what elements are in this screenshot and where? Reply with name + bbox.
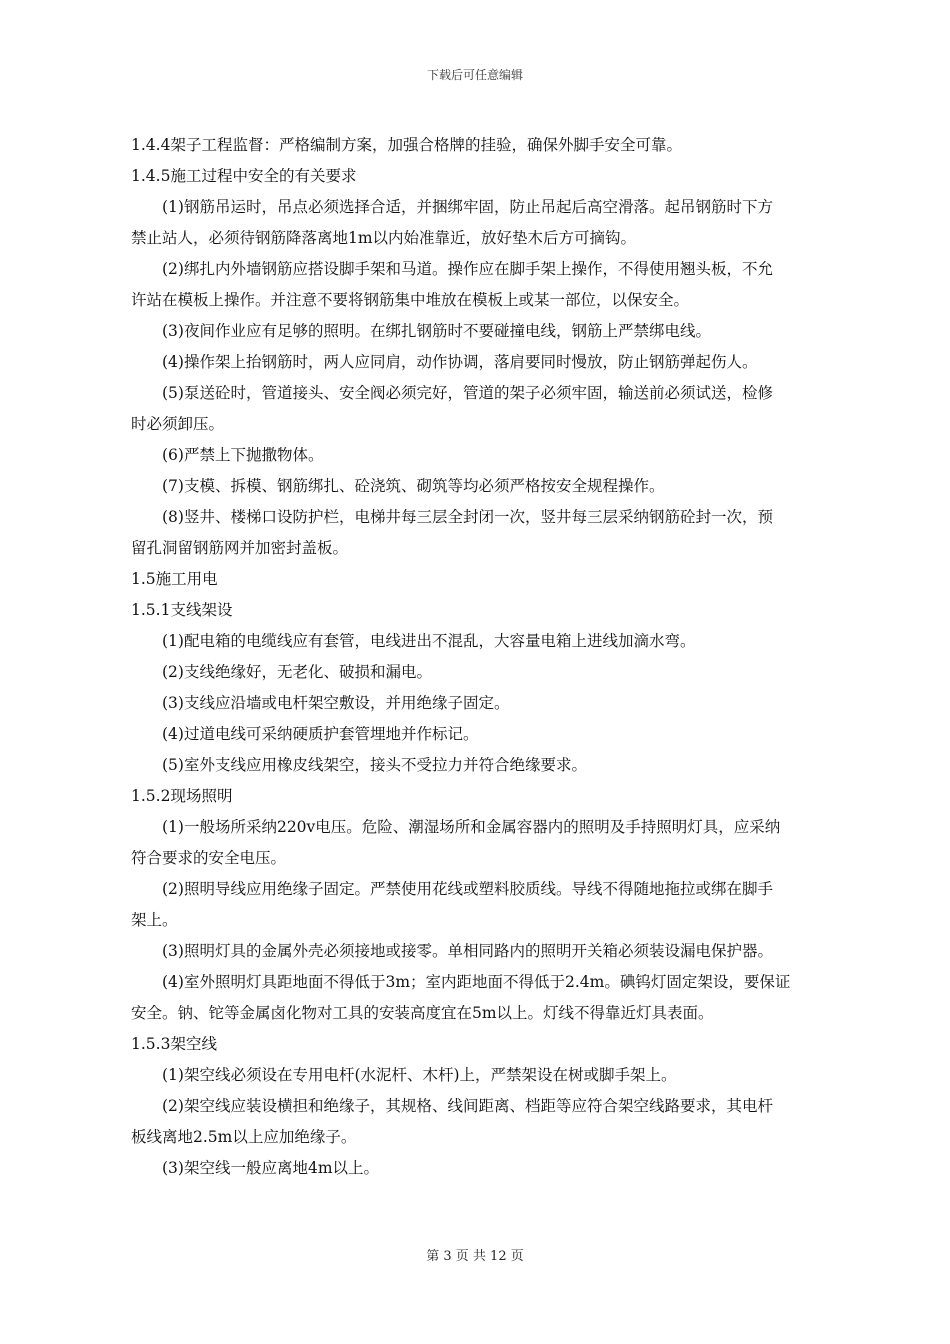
text-line: 1.5.1支线架设 [131, 601, 233, 619]
text-line: 许站在模板上操作。并注意不要将钢筋集中堆放在模板上或某一部位，以保安全。 [131, 291, 690, 309]
text-line: (4)室外照明灯具距地面不得低于3m；室内距地面不得低于2.4m。碘钨灯固定架设，要保证 [162, 973, 791, 991]
text-line: (3)支线应沿墙或电杆架空敷设，并用绝缘子固定。 [162, 694, 510, 712]
text-line: 1.5.3架空线 [131, 1035, 217, 1053]
text-line: (4)操作架上抬钢筋时，两人应同肩，动作协调，落肩要同时慢放，防止钢筋弹起伤人。 [162, 353, 758, 371]
text-line: 1.5施工用电 [131, 570, 218, 588]
text-line: (3)照明灯具的金属外壳必须接地或接零。单相同路内的照明开关箱必须装设漏电保护器。 [162, 942, 773, 960]
text-line: (2)照明导线应用绝缘子固定。严禁使用花线或塑料胶质线。导线不得随地拖拉或绑在脚手 [162, 880, 773, 898]
text-line: 1.4.4架子工程监督：严格编制方案，加强合格牌的挂验，确保外脚手安全可靠。 [131, 136, 682, 154]
page-header: 下载后可任意编辑 [426, 68, 523, 82]
page-footer: 第 3 页 共 12 页 [426, 1249, 524, 1264]
text-line: (7)支模、拆模、钢筋绑扎、砼浇筑、砌筑等均必须严格按安全规程操作。 [162, 477, 665, 495]
text-line: 1.5.2现场照明 [131, 787, 233, 805]
text-line: (3)架空线一般应离地4m以上。 [162, 1159, 380, 1177]
text-line: 安全。钠、铊等金属卤化物对工具的安装高度宜在5m以上。灯线不得靠近灯具表面。 [131, 1004, 714, 1022]
text-line: (6)严禁上下抛撒物体。 [162, 446, 324, 464]
text-line: (1)钢筋吊运时，吊点必须选择合适，并捆绑牢固，防止吊起后高空滑落。起吊钢筋时下方 [162, 198, 773, 216]
text-line: (2)绑扎内外墙钢筋应搭设脚手架和马道。操作应在脚手架上操作，不得使用翘头板，不允 [162, 260, 773, 278]
text-line: (4)过道电线可采纳硬质护套管埋地并作标记。 [162, 725, 479, 743]
text-line: 1.4.5施工过程中安全的有关要求 [131, 167, 357, 185]
text-line: (5)室外支线应用橡皮线架空，接头不受拉力并符合绝缘要求。 [162, 756, 587, 774]
text-line: (2)架空线应装设横担和绝缘子，其规格、线间距离、档距等应符合架空线路要求，其电杆 [162, 1097, 773, 1115]
text-line: 符合要求的安全电压。 [131, 849, 287, 867]
text-line: (5)泵送砼时，管道接头、安全阀必须完好，管道的架子必须牢固，输送前必须试送，检修 [162, 384, 773, 402]
text-line: (8)竖井、楼梯口设防护栏，电梯井每三层全封闭一次，竖井每三层采纳钢筋砼封一次，预 [162, 508, 773, 526]
text-line: 禁止站人，必须待钢筋降落离地1m以内始准靠近，放好垫木后方可摘钩。 [131, 229, 637, 247]
text-line: 架上。 [131, 911, 178, 929]
text-line: (1)架空线必须设在专用电杆(水泥杆、木杆)上，严禁架设在树或脚手架上。 [162, 1066, 677, 1084]
text-line: (3)夜间作业应有足够的照明。在绑扎钢筋时不要碰撞电线，钢筋上严禁绑电线。 [162, 322, 711, 340]
text-line: (2)支线绝缘好，无老化、破损和漏电。 [162, 663, 432, 681]
document-body [131, 130, 831, 1184]
text-line: 时必须卸压。 [131, 415, 225, 433]
text-line: (1)配电箱的电缆线应有套管，电线进出不混乱，大容量电箱上进线加滴水弯。 [162, 632, 696, 650]
text-line: 留孔洞留钢筋网并加密封盖板。 [131, 539, 349, 557]
text-line: 板线离地2.5m以上应加绝缘子。 [131, 1128, 357, 1146]
text-line: (1)一般场所采纳220v电压。危险、潮湿场所和金属容器内的照明及手持照明灯具，应采纳 [162, 818, 781, 836]
